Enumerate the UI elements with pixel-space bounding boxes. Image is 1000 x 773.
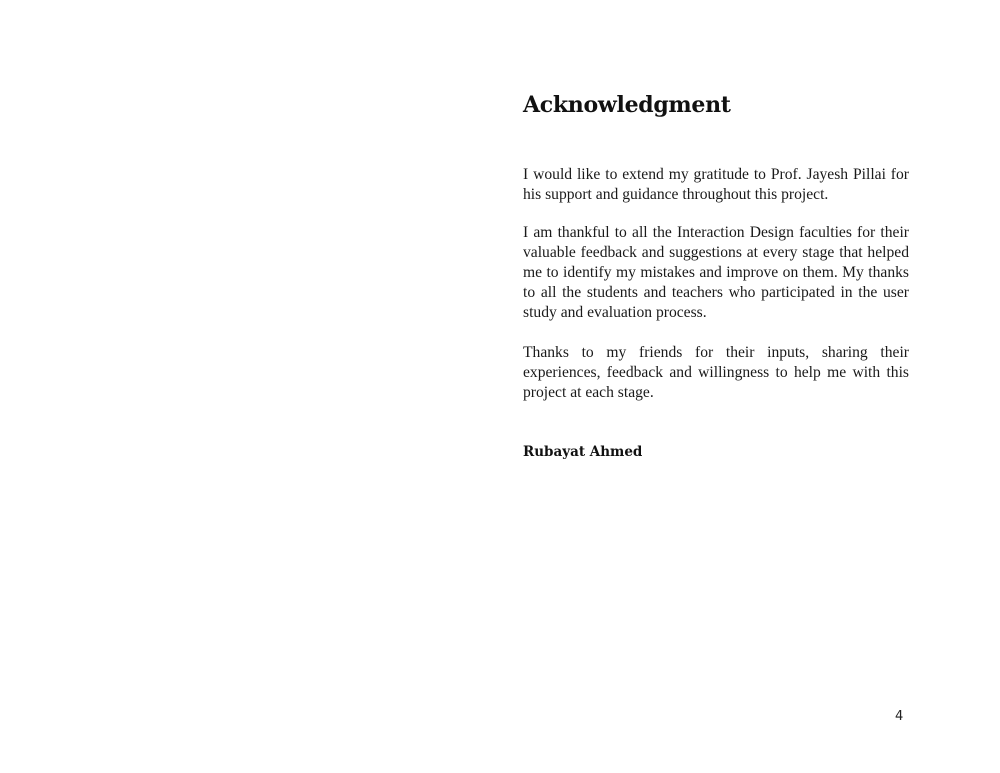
paragraph-friends-thanks: Thanks to my friends for their inputs, sharing their experiences, feedback and willingness to help me with this project at each stage. <box>523 344 909 401</box>
paragraph-gratitude: I would like to extend my gratitude to Prof. Jayesh Pillai for his support and guidance throughout this project. <box>523 166 909 203</box>
acknowledgment-section <box>523 88 909 462</box>
page-number: 4 <box>895 709 904 724</box>
paragraph-faculty-thanks: I am thankful to all the Interaction Design faculties for their valuable feedback and suggestions at every stage that helped me to identify my mistakes and improve on them. My thanks to all the students and teachers who participated in the user study and evaluation process. <box>523 224 909 321</box>
author-signature: Rubayat Ahmed <box>523 444 643 460</box>
page-title: Acknowledgment <box>523 92 731 118</box>
